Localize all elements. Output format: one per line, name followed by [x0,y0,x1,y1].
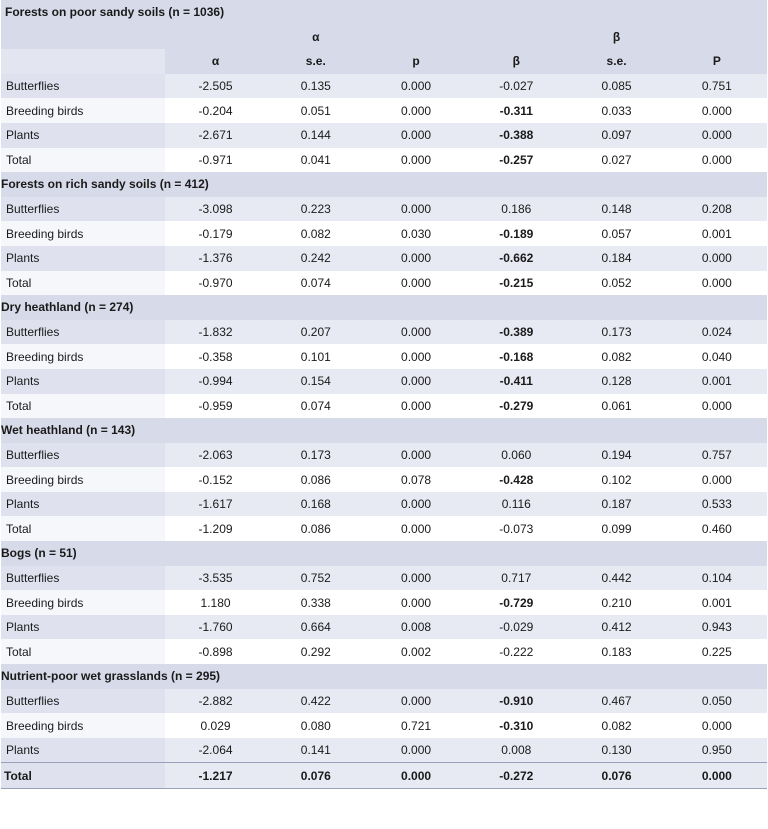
beta-se-value: 0.184 [566,246,666,271]
table-row [1,566,767,591]
alpha-p-value: 0.000 [366,763,466,789]
beta-p-value: 0.208 [667,197,767,222]
alpha-se-value: 0.074 [266,394,366,419]
alpha-se-value: 0.144 [266,123,366,148]
alpha-p-value: 0.000 [366,197,466,222]
row-label: Butterflies [1,74,165,99]
group-header-row [1,541,767,566]
alpha-value: -2.063 [165,443,265,468]
group-title: Forests on rich sandy soils (n = 412) [1,172,767,197]
row-label: Total [1,394,165,419]
alpha-p-value: 0.000 [366,443,466,468]
table-row [1,689,767,714]
beta-value: -0.168 [466,344,566,369]
beta-value: -0.215 [466,271,566,296]
alpha-p-value: 0.000 [366,689,466,714]
grand-total-label: Total [1,763,165,789]
beta-value: -0.257 [466,148,566,173]
parameter-header-row [1,25,767,50]
table-row [1,443,767,468]
alpha-value: -2.505 [165,74,265,99]
alpha-se-value: 0.101 [266,344,366,369]
beta-p-value: 0.751 [667,74,767,99]
alpha-value: -2.064 [165,738,265,763]
row-label: Plants [1,123,165,148]
beta-p-value: 0.757 [667,443,767,468]
alpha-p-value: 0.000 [366,123,466,148]
alpha-value: -0.152 [165,467,265,492]
row-label: Total [1,148,165,173]
beta-se-value: 0.187 [566,492,666,517]
alpha-p-value: 0.002 [366,639,466,664]
group-title: Dry heathland (n = 274) [1,295,767,320]
alpha-p-value: 0.000 [366,74,466,99]
alpha-value: -1.832 [165,320,265,345]
beta-value: 0.060 [466,443,566,468]
beta-se-value: 0.076 [566,763,666,789]
alpha-se-value: 0.168 [266,492,366,517]
alpha-p-value: 0.000 [366,492,466,517]
beta-p-value: 0.533 [667,492,767,517]
row-label: Butterflies [1,566,165,591]
row-label: Total [1,639,165,664]
beta-p-value: 0.000 [667,713,767,738]
beta-p-value: 0.460 [667,516,767,541]
beta-se-value: 0.061 [566,394,666,419]
beta-value: 0.717 [466,566,566,591]
beta-se-value: 0.027 [566,148,666,173]
alpha-se-value: 0.080 [266,713,366,738]
beta-value: -0.189 [466,221,566,246]
group-title: Nutrient-poor wet grasslands (n = 295) [1,664,767,689]
beta-value: 0.008 [466,738,566,763]
beta-value: -0.411 [466,369,566,394]
beta-value: -0.029 [466,615,566,640]
beta-value: -0.311 [466,98,566,123]
alpha-p-value: 0.000 [366,516,466,541]
table-row [1,98,767,123]
beta-p-value: 0.000 [667,394,767,419]
beta-value: -0.428 [466,467,566,492]
alpha-p-value: 0.008 [366,615,466,640]
results-table-body [1,0,767,789]
alpha-se-value: 0.207 [266,320,366,345]
alpha-value: 1.180 [165,590,265,615]
beta-value: -0.388 [466,123,566,148]
alpha-se-value: 0.082 [266,221,366,246]
row-label: Plants [1,246,165,271]
beta-se-value: 0.148 [566,197,666,222]
alpha-value: -0.358 [165,344,265,369]
beta-value: -0.279 [466,394,566,419]
row-label: Breeding birds [1,98,165,123]
alpha-se-value: 0.086 [266,467,366,492]
first-group-header-row [1,0,767,25]
beta-value: -0.272 [466,763,566,789]
alpha-value: -0.994 [165,369,265,394]
alpha-se-value: 0.422 [266,689,366,714]
row-label: Breeding birds [1,221,165,246]
beta-se-value: 0.082 [566,713,666,738]
alpha-p-value: 0.000 [366,738,466,763]
beta-p-value: 0.943 [667,615,767,640]
alpha-se-value: 0.141 [266,738,366,763]
empty-header-cell [1,25,165,50]
beta-se-value: 0.412 [566,615,666,640]
table-row [1,713,767,738]
alpha-se-value: 0.223 [266,197,366,222]
empty-label-header [1,49,165,74]
table-row [1,148,767,173]
beta-p-value: 0.050 [667,689,767,714]
row-label: Total [1,516,165,541]
alpha-se-value: 0.135 [266,74,366,99]
column-header-alpha: α [165,49,265,74]
alpha-se-value: 0.041 [266,148,366,173]
alpha-p-value: 0.078 [366,467,466,492]
beta-p-value: 0.000 [667,246,767,271]
beta-p-value: 0.000 [667,467,767,492]
alpha-p-value: 0.000 [366,148,466,173]
alpha-se-value: 0.664 [266,615,366,640]
beta-p-value: 0.001 [667,369,767,394]
table-row [1,320,767,345]
alpha-value: -1.209 [165,516,265,541]
beta-p-value: 0.950 [667,738,767,763]
beta-value: -0.073 [466,516,566,541]
group-header-row [1,418,767,443]
alpha-value: -2.671 [165,123,265,148]
beta-se-value: 0.130 [566,738,666,763]
beta-value: -0.729 [466,590,566,615]
beta-se-value: 0.467 [566,689,666,714]
alpha-value: -0.179 [165,221,265,246]
grand-total-row [1,763,767,789]
alpha-p-value: 0.000 [366,320,466,345]
table-row [1,344,767,369]
row-label: Breeding birds [1,344,165,369]
column-header-row [1,49,767,74]
alpha-value: -0.959 [165,394,265,419]
row-label: Butterflies [1,443,165,468]
table-row [1,492,767,517]
beta-se-value: 0.057 [566,221,666,246]
alpha-p-value: 0.000 [366,271,466,296]
group-title: Forests on poor sandy soils (n = 1036) [1,0,767,25]
group-header-row [1,664,767,689]
alpha-value: -0.204 [165,98,265,123]
row-label: Breeding birds [1,713,165,738]
alpha-value: -1.376 [165,246,265,271]
alpha-se-value: 0.173 [266,443,366,468]
beta-value: 0.186 [466,197,566,222]
alpha-se-value: 0.154 [266,369,366,394]
beta-se-value: 0.210 [566,590,666,615]
column-header-alpha-p: p [366,49,466,74]
row-label: Plants [1,369,165,394]
alpha-value: -0.898 [165,639,265,664]
beta-p-value: 0.024 [667,320,767,345]
table-row [1,123,767,148]
beta-p-value: 0.225 [667,639,767,664]
alpha-p-value: 0.721 [366,713,466,738]
beta-se-value: 0.183 [566,639,666,664]
table-row [1,221,767,246]
beta-se-value: 0.442 [566,566,666,591]
alpha-se-value: 0.076 [266,763,366,789]
alpha-se-value: 0.292 [266,639,366,664]
beta-se-value: 0.173 [566,320,666,345]
beta-se-value: 0.194 [566,443,666,468]
beta-p-value: 0.001 [667,590,767,615]
beta-se-value: 0.097 [566,123,666,148]
table-row [1,394,767,419]
beta-p-value: 0.001 [667,221,767,246]
column-header-beta-p: P [667,49,767,74]
table-row [1,467,767,492]
alpha-value: -1.217 [165,763,265,789]
beta-se-value: 0.102 [566,467,666,492]
alpha-se-value: 0.086 [266,516,366,541]
beta-se-value: 0.033 [566,98,666,123]
column-header-beta-se: s.e. [566,49,666,74]
beta-value: 0.116 [466,492,566,517]
row-label: Total [1,271,165,296]
table-row [1,615,767,640]
alpha-value: -3.535 [165,566,265,591]
alpha-se-value: 0.242 [266,246,366,271]
row-label: Breeding birds [1,467,165,492]
group-title: Bogs (n = 51) [1,541,767,566]
row-label: Plants [1,738,165,763]
alpha-p-value: 0.000 [366,590,466,615]
table-row [1,738,767,763]
column-header-alpha-se: s.e. [266,49,366,74]
row-label: Butterflies [1,320,165,345]
beta-se-value: 0.082 [566,344,666,369]
beta-se-value: 0.052 [566,271,666,296]
alpha-p-value: 0.000 [366,369,466,394]
beta-se-value: 0.099 [566,516,666,541]
beta-value: -0.910 [466,689,566,714]
alpha-p-value: 0.030 [366,221,466,246]
alpha-value: -3.098 [165,197,265,222]
alpha-se-value: 0.338 [266,590,366,615]
alpha-se-value: 0.752 [266,566,366,591]
table-row [1,590,767,615]
alpha-value: -1.760 [165,615,265,640]
alpha-se-value: 0.051 [266,98,366,123]
beta-value: -0.027 [466,74,566,99]
alpha-value: -2.882 [165,689,265,714]
group-header-row [1,172,767,197]
row-label: Breeding birds [1,590,165,615]
alpha-value: -1.617 [165,492,265,517]
table-row [1,369,767,394]
results-table [1,0,767,789]
beta-p-value: 0.000 [667,271,767,296]
table-row [1,639,767,664]
alpha-value: -0.970 [165,271,265,296]
alpha-group-header: α [165,25,466,50]
beta-p-value: 0.104 [667,566,767,591]
beta-p-value: 0.040 [667,344,767,369]
row-label: Plants [1,615,165,640]
row-label: Butterflies [1,197,165,222]
beta-se-value: 0.128 [566,369,666,394]
group-title: Wet heathland (n = 143) [1,418,767,443]
beta-value: -0.662 [466,246,566,271]
beta-value: -0.389 [466,320,566,345]
alpha-se-value: 0.074 [266,271,366,296]
beta-value: -0.310 [466,713,566,738]
alpha-value: 0.029 [165,713,265,738]
row-label: Plants [1,492,165,517]
column-header-beta: β [466,49,566,74]
alpha-p-value: 0.000 [366,246,466,271]
table-row [1,197,767,222]
group-header-row [1,295,767,320]
row-label: Butterflies [1,689,165,714]
beta-p-value: 0.000 [667,98,767,123]
alpha-value: -0.971 [165,148,265,173]
table-row [1,74,767,99]
alpha-p-value: 0.000 [366,394,466,419]
alpha-p-value: 0.000 [366,566,466,591]
table-row [1,246,767,271]
table-row [1,271,767,296]
alpha-p-value: 0.000 [366,344,466,369]
alpha-p-value: 0.000 [366,98,466,123]
beta-group-header: β [466,25,767,50]
beta-p-value: 0.000 [667,123,767,148]
beta-se-value: 0.085 [566,74,666,99]
table-row [1,516,767,541]
beta-value: -0.222 [466,639,566,664]
beta-p-value: 0.000 [667,763,767,789]
beta-p-value: 0.000 [667,148,767,173]
